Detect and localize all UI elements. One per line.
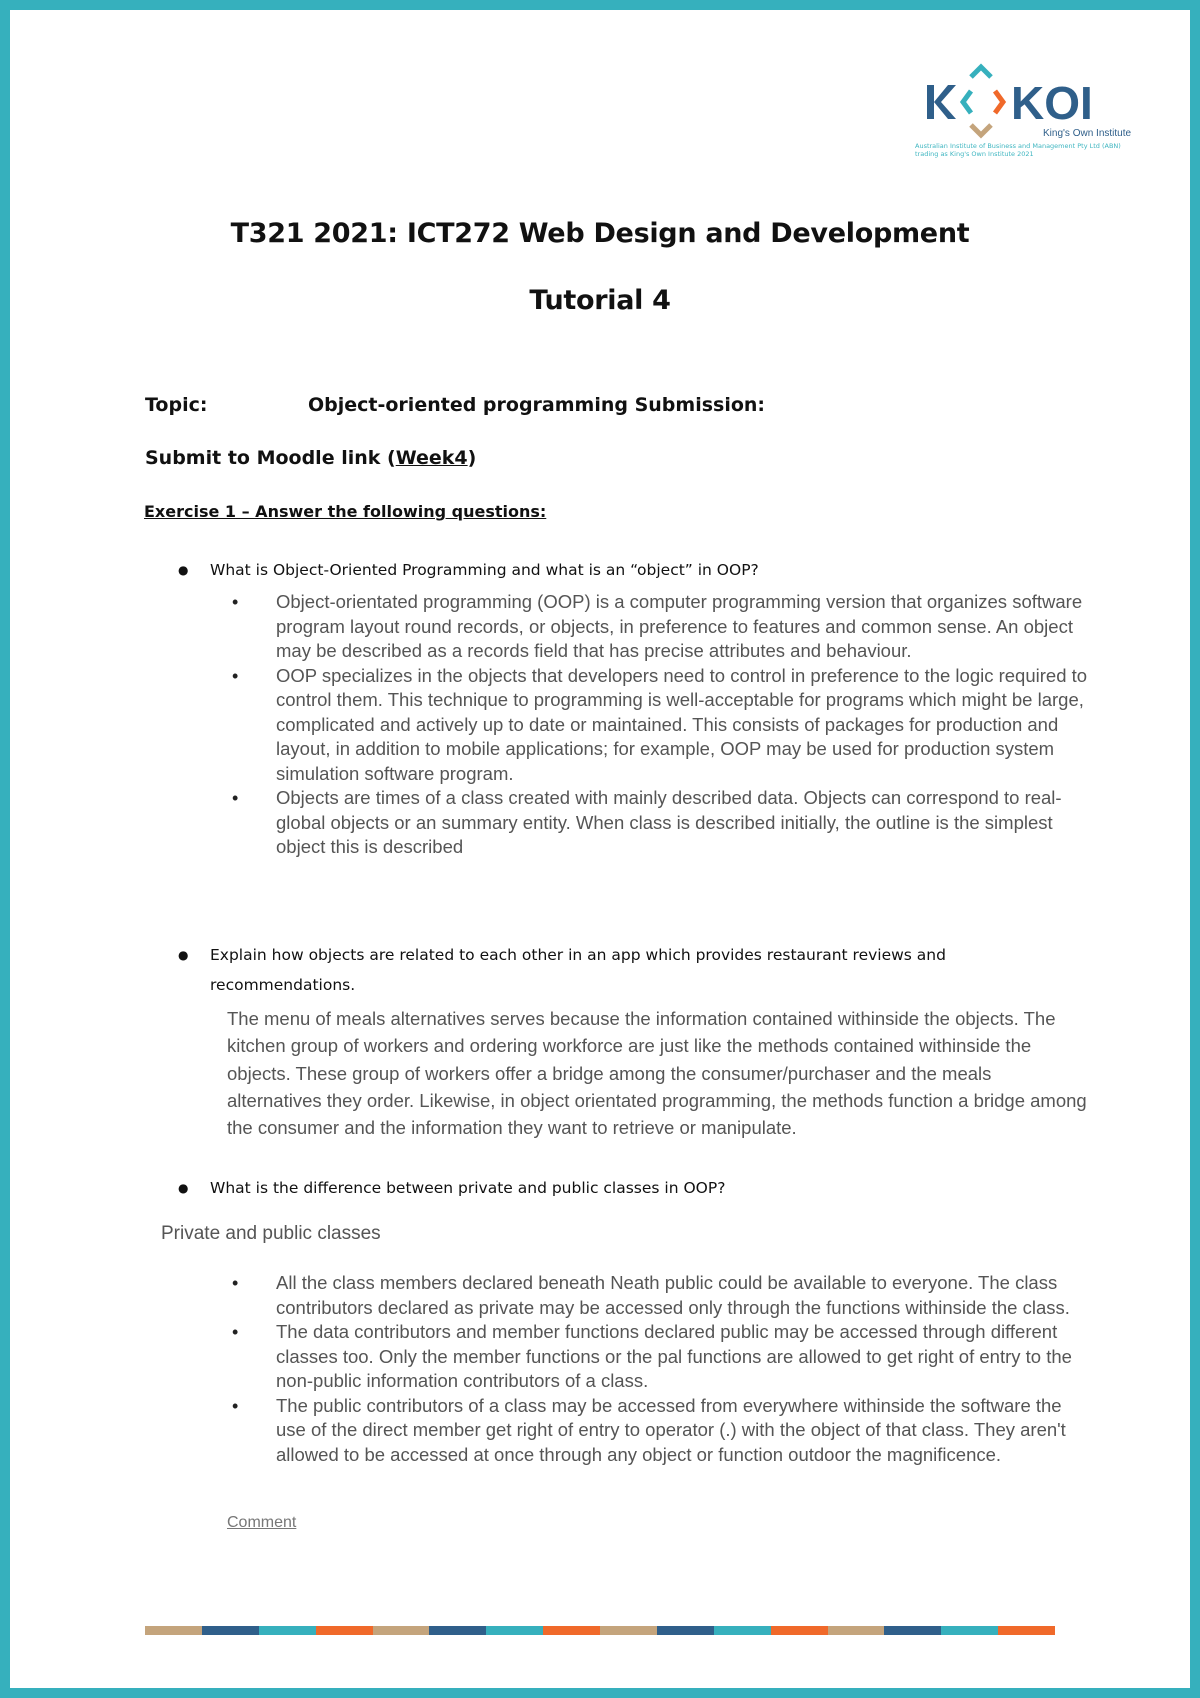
list-item: • Objects are times of a class created with mainly described data. Objects can correspond to real-global objects or an summary entity. When class is described initially, the outline is the simplest object this is described	[208, 786, 1088, 860]
logo-wordmark: KOI	[1011, 77, 1093, 129]
list-item: • Object-orientated programming (OOP) is a computer programming version that organizes software program layout round records, or objects, in preference to features and common sense. An object may be described as a records field that has precise attributes and behaviour.	[208, 590, 1088, 664]
week4-link[interactable]: Week4	[395, 447, 468, 469]
stripe-segment	[771, 1626, 828, 1635]
bullet-icon: ●	[178, 1181, 189, 1195]
document-subtitle: Tutorial 4	[529, 285, 671, 316]
logo-k-letter	[927, 85, 956, 119]
stripe-segment	[998, 1626, 1055, 1635]
stripe-segment	[316, 1626, 373, 1635]
stripe-segment	[145, 1626, 202, 1635]
list-item: • The data contributors and member functions declared public may be accessed through different classes too. Only the member functions or the pal functions are allowed to get right of entry to the non-public information contributors of a class.	[208, 1320, 1088, 1394]
stripe-segment	[828, 1626, 885, 1635]
document-page	[10, 10, 1190, 1688]
stripe-segment	[259, 1626, 316, 1635]
stripe-segment	[884, 1626, 941, 1635]
question-text: What is the difference between private and public classes in OOP?	[210, 1179, 726, 1197]
logo-chevron-bottom	[971, 125, 991, 135]
question-1-answers	[208, 590, 1088, 860]
topic-value: Object-oriented programming Submission:	[308, 394, 766, 416]
question-2-answer: The menu of meals alternatives serves because the information contained withinside the objects. The kitchen group of workers and ordering workforce are just like the methods contained withinside the objects. These group of workers offer a bridge among the consumer/purchaser and the meals alternatives they order. Likewise, in object orientated programming, the methods function a bridge among the consumer and the information they want to retrieve or manipulate.	[227, 1008, 1087, 1139]
stripe-segment	[543, 1626, 600, 1635]
stripe-segment	[373, 1626, 430, 1635]
logo-tagline: King's Own Institute	[1043, 128, 1132, 139]
bullet-icon: ●	[178, 563, 189, 577]
list-item: • All the class members declared beneath Neath public could be available to everyone. The class contributors declared as private may be accessed only through the functions withinside the class.	[208, 1271, 1088, 1320]
topic-label: Topic:	[145, 394, 208, 416]
document-title: T321 2021: ICT272 Web Design and Development	[230, 218, 970, 249]
stripe-segment	[486, 1626, 543, 1635]
submit-instruction	[145, 447, 476, 469]
koi-logo-mark	[915, 55, 1135, 145]
exercise-heading: Exercise 1 – Answer the following questions:	[144, 502, 547, 521]
logo-chevron-top	[971, 67, 991, 77]
submit-suffix: )	[467, 447, 477, 469]
question-3-answers	[208, 1271, 1088, 1467]
bullet-icon: ●	[178, 948, 189, 962]
private-public-heading: Private and public classes	[161, 1223, 381, 1244]
logo-chevron-right	[995, 91, 1003, 113]
question-text: What is Object-Oriented Programming and what is an “object” in OOP?	[210, 561, 759, 579]
comment-link[interactable]: Comment	[227, 1514, 297, 1531]
logo-caption: Australian Institute of Business and Management Pty Ltd (ABN) trading as King's Own Institute 2021	[915, 142, 1121, 158]
submit-prefix: Submit to Moodle link (	[145, 447, 396, 469]
stripe-segment	[941, 1626, 998, 1635]
stripe-segment	[429, 1626, 486, 1635]
question-1	[178, 555, 1078, 585]
question-2	[178, 940, 1078, 1000]
logo-chevron-left	[963, 91, 971, 113]
footer-color-stripe	[145, 1626, 1055, 1635]
question-text: Explain how objects are related to each other in an app which provides restaurant reviews and recommendations.	[210, 946, 946, 994]
koi-logo	[915, 55, 1135, 170]
stripe-segment	[714, 1626, 771, 1635]
stripe-segment	[202, 1626, 259, 1635]
list-item: • The public contributors of a class may be accessed from everywhere withinside the software the use of the direct member get right of entry to operator (.) with the object of that class. They aren't allowed to be accessed at once through any object or function outdoor the magnificence.	[208, 1394, 1088, 1468]
question-3	[178, 1173, 1078, 1203]
stripe-segment	[657, 1626, 714, 1635]
stripe-segment	[600, 1626, 657, 1635]
list-item: • OOP specializes in the objects that developers need to control in preference to the logic required to control them. This technique to programming is well-acceptable for programs which might be large, complicated and actively up to date or maintained. This consists of packages for production and layout, in addition to mobile applications; for example, OOP may be used for production system simulation software program.	[208, 664, 1088, 787]
